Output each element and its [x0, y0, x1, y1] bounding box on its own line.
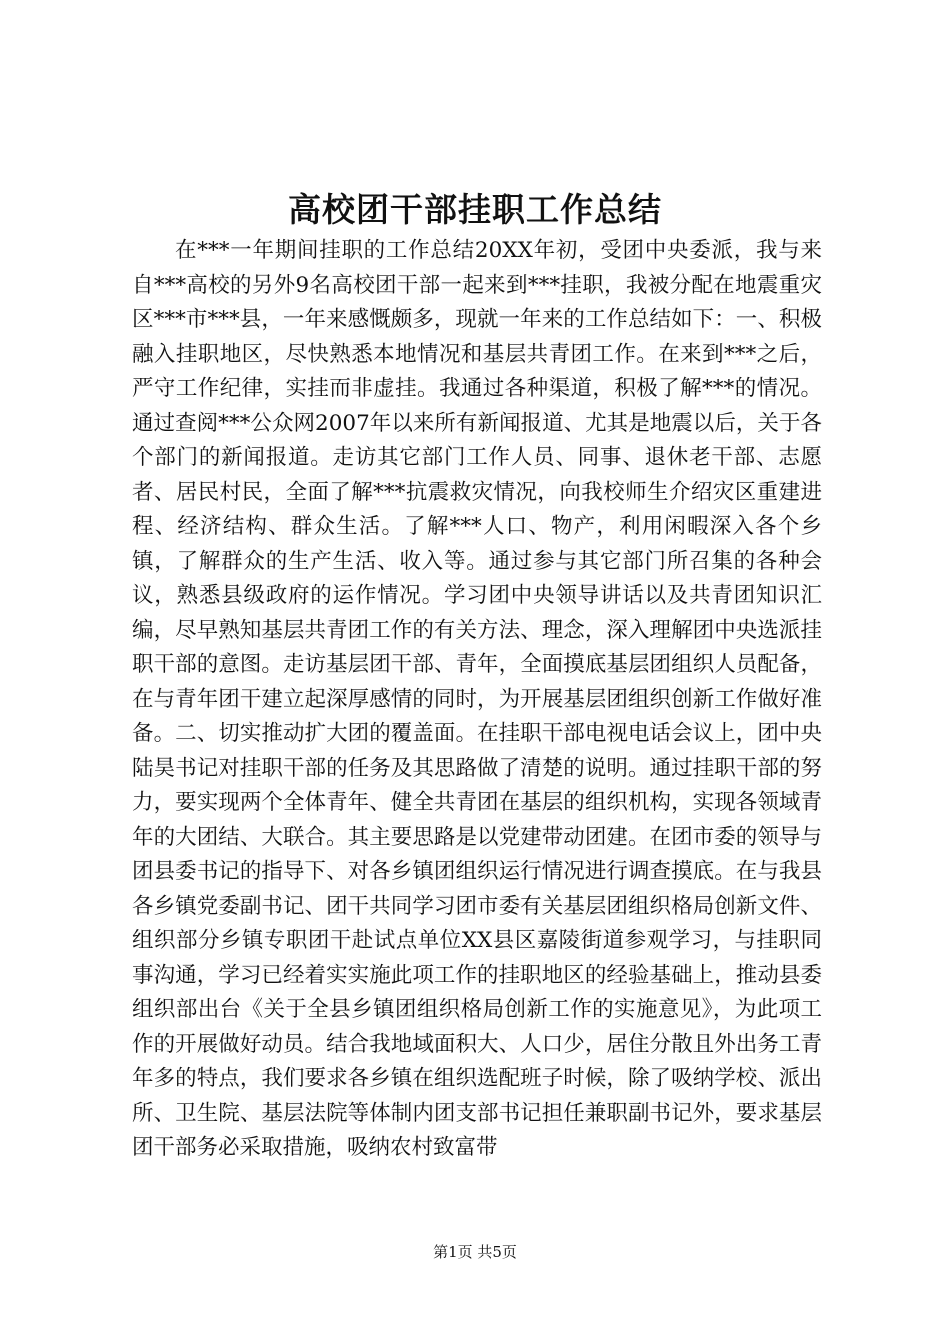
page-number-footer: 第1页 共5页: [433, 1243, 517, 1261]
document-title: 高校团干部挂职工作总结: [288, 190, 662, 229]
document-body-paragraph: 在***一年期间挂职的工作总结20XX年初，受团中央委派，我与来自***高校的另外9名高校团干部一起来到***挂职，我被分配在地震重灾区***市***县，一年来感慨颇多，现就一年来的工作总结如下：一、积极融入挂职地区，尽快熟悉本地情况和基层共青团工作。在来到***之后，严守工作纪律，实挂而非虚挂。我通过各种渠道，积极了解***的情况。通过查阅***公众网2007年以来所有新闻报道、尤其是地震以后，关于各个部门的新闻报道。走访其它部门工作人员、同事、退休老干部、志愿者、居民村民，全面了解***抗震救灾情况，向我校师生介绍灾区重建进程、经济结构、群众生活。了解***人口、物产，利用闲暇深入各个乡镇，了解群众的生产生活、收入等。通过参与其它部门所召集的各种会议，熟悉县级政府的运作情况。学习团中央领导讲话以及共青团知识汇编，尽早熟知基层共青团工作的有关方法、理念，深入理解团中央选派挂职干部的意图。走访基层团干部、青年，全面摸底基层团组织人员配备，在与青年团干建立起深厚感情的同时，为开展基层团组织创新工作做好准备。二、切实推动扩大团的覆盖面。在挂职干部电视电话会议上，团中央陆昊书记对挂职干部的任务及其思路做了清楚的说明。通过挂职干部的努力，要实现两个全体青年、健全共青团在基层的组织机构，实现各领域青年的大团结、大联合。其主要思路是以党建带动团建。在团市委的领导与团县委书记的指导下、对各乡镇团组织运行情况进行调查摸底。在与我县各乡镇党委副书记、团干共同学习团市委有关基层团组织格局创新文件、组织部分乡镇专职团干赴试点单位XX县区嘉陵街道参观学习，与挂职同事沟通，学习已经着实实施此项工作的挂职地区的经验基础上，推动县委组织部出台《关于全县乡镇团组织格局创新工作的实施意见》，为此项工作的开展做好动员。结合我地域面积大、人口少，居住分散且外出务工青年多的特点，我们要求各乡镇在组织选配班子时候，除了吸纳学校、派出所、卫生院、基层法院等体制内团支部书记担任兼职副书记外，要求基层团干部务必采取措施，吸纳农村致富带: [132, 238, 822, 1160]
